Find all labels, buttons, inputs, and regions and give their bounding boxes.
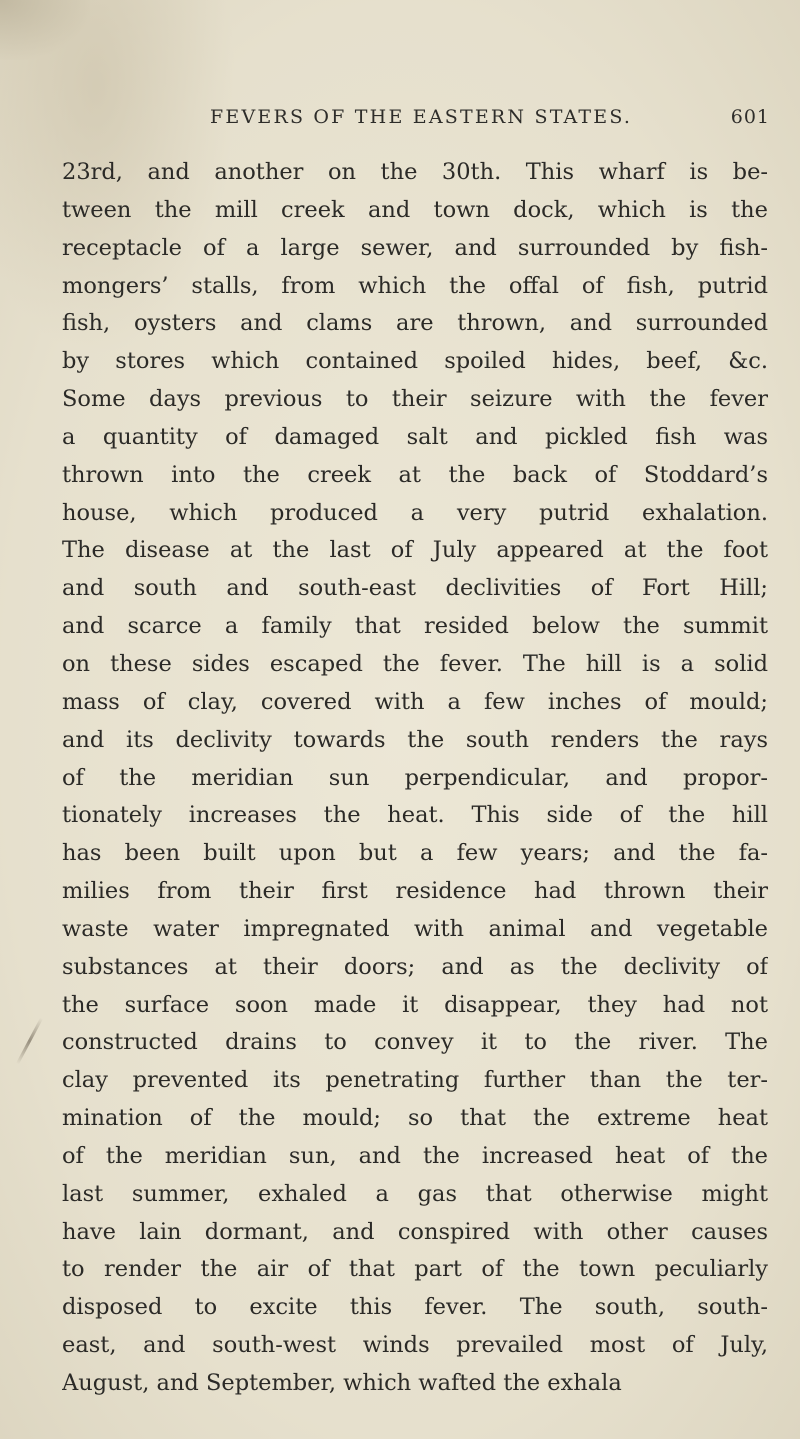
text-line: to render the air of that part of the town peculiarly [62,1256,768,1283]
text-line: the surface soon made it disappear, they had not [62,991,768,1018]
text-line: mongers’ stalls, from which the offal of fish, putrid [62,272,768,299]
text-line: last summer, exhaled a gas that otherwise might [62,1180,768,1207]
text-line: Some days previous to their seizure with the fever [62,386,768,413]
text-line: tween the mill creek and town dock, which is the [62,196,768,223]
text-line: on these sides escaped the fever. The hill is a solid [62,650,768,677]
text-line: mination of the mould; so that the extreme heat [62,1105,768,1132]
text-line: waste water impregnated with animal and vegetable [62,915,768,942]
text-line: fish, oysters and clams are thrown, and surrounded [62,310,768,337]
text-line: receptacle of a large sewer, and surrounded by fish- [62,234,768,261]
text-line: constructed drains to convey it to the river. The [62,1029,768,1056]
text-line: tionately increases the heat. This side of the hill [62,802,768,829]
text-line: The disease at the last of July appeared at the foot [62,537,768,564]
text-line: and scarce a family that resided below the summit [62,613,768,640]
text-line: by stores which contained spoiled hides, beef, &c. [62,348,768,375]
text-line: clay prevented its penetrating further than the ter- [62,1067,768,1094]
running-head: FEVERS OF THE EASTERN STATES. [210,106,633,128]
page-corner-stain [0,0,90,60]
margin-mark [16,1017,43,1064]
text-line: house, which produced a very putrid exhalation. [62,499,768,526]
text-line: August, and September, which wafted the exhala [62,1370,622,1396]
text-line: have lain dormant, and conspired with other causes [62,1218,768,1245]
text-line: mass of clay, covered with a few inches of mould; [62,688,768,715]
text-line: and south and south-east declivities of Fort Hill; [62,575,768,602]
text-line: and its declivity towards the south renders the rays [62,726,768,753]
text-line: of the meridian sun, and the increased heat of the [62,1142,768,1169]
text-line: disposed to excite this fever. The south, south- [62,1294,768,1321]
body-text [62,154,768,1403]
text-line: substances at their doors; and as the declivity of [62,953,768,980]
text-line: milies from their first residence had thrown their [62,878,768,905]
text-line: 23rd, and another on the 30th. This wharf is be- [62,159,768,185]
text-line: has been built upon but a few years; and the fa- [62,840,768,867]
text-line: east, and south-west winds prevailed most of July, [62,1332,768,1359]
page-number: 601 [730,106,770,128]
text-line: a quantity of damaged salt and pickled fish was [62,423,768,450]
text-line: thrown into the creek at the back of Stoddard’s [62,461,768,488]
page-header [210,106,770,142]
text-line: of the meridian sun perpendicular, and propor- [62,764,768,791]
